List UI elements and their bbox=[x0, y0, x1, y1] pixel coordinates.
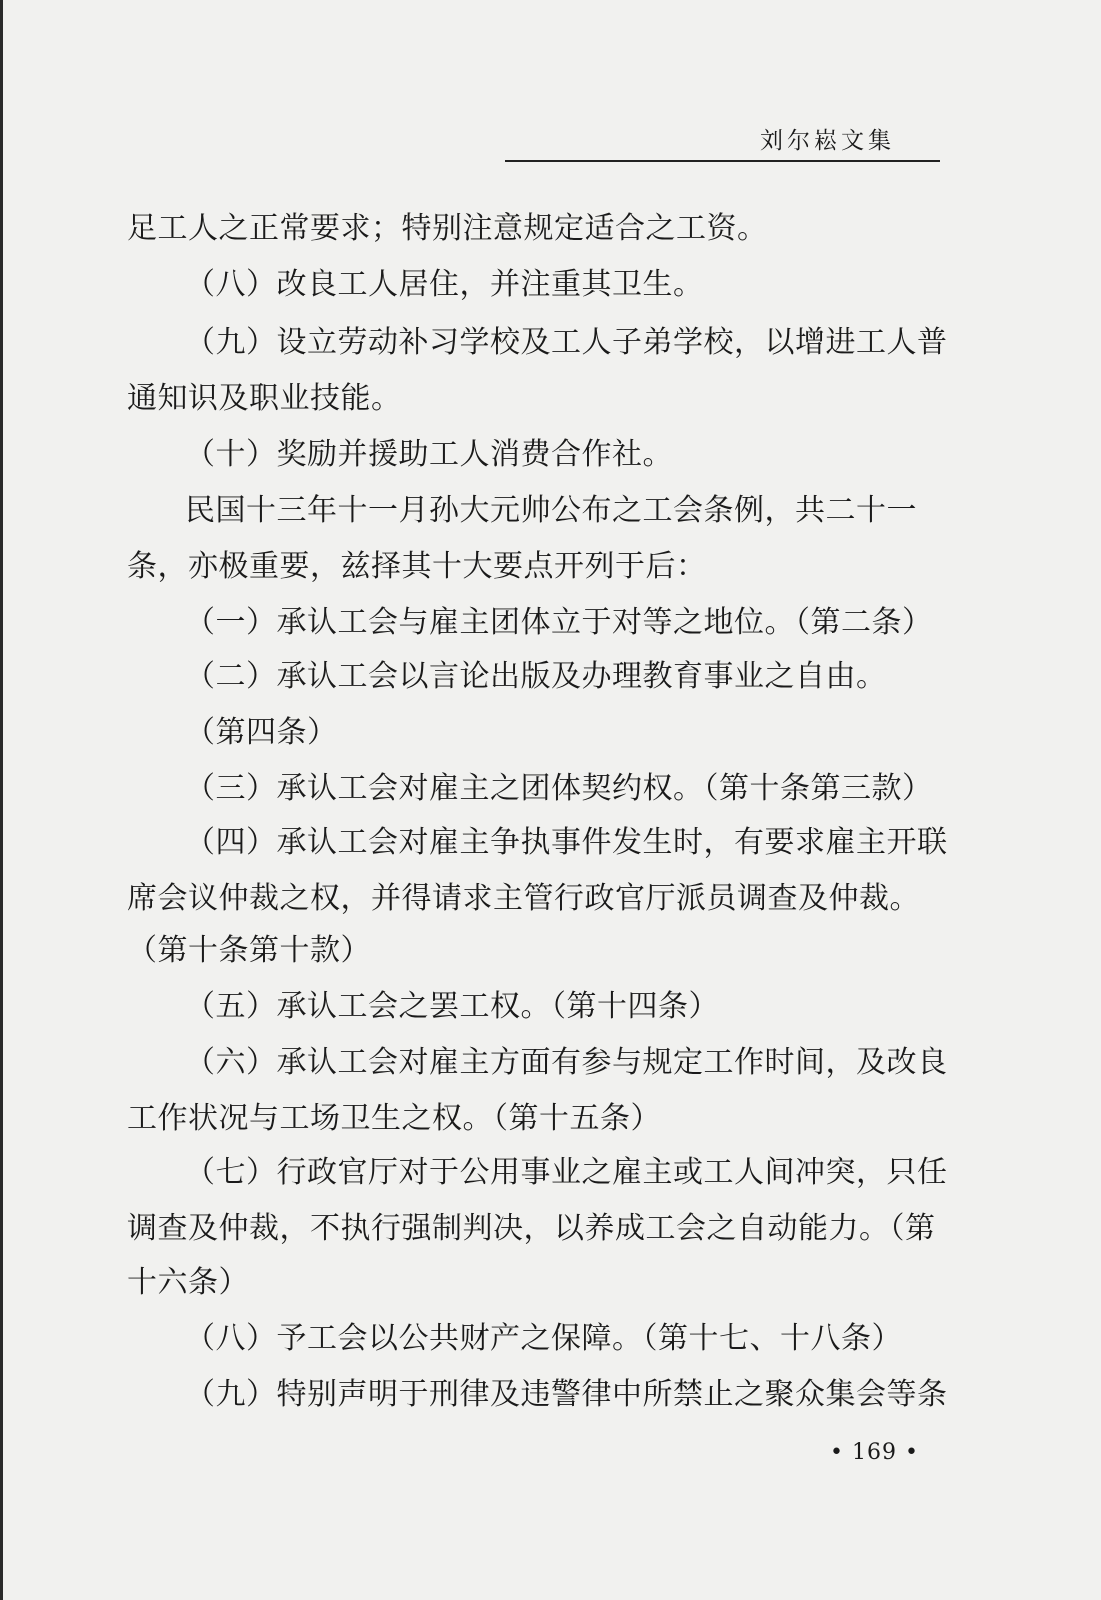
text-line: （第十条第十款） bbox=[127, 934, 371, 968]
text-line: （七）行政官厅对于公用事业之雇主或工人间冲突，只任 bbox=[185, 1156, 947, 1190]
running-head: 刘尔崧文集 bbox=[760, 128, 895, 154]
text-line: 调查及仲裁，不执行强制判决，以养成工会之自动能力。（第 bbox=[127, 1212, 936, 1246]
text-line: （第四条） bbox=[185, 716, 338, 750]
text-line: （八）改良工人居住，并注重其卫生。 bbox=[185, 268, 704, 302]
page-edge bbox=[0, 0, 3, 1600]
text-line: （十）奖励并援助工人消费合作社。 bbox=[185, 438, 673, 472]
text-line: （二）承认工会以言论出版及办理教育事业之自由。 bbox=[185, 660, 887, 694]
text-line: （四）承认工会对雇主争执事件发生时，有要求雇主开联 bbox=[185, 826, 947, 860]
text-line: 足工人之正常要求；特别注意规定适合之工资。 bbox=[127, 212, 768, 246]
text-line: 十六条） bbox=[127, 1266, 249, 1300]
text-line: 条，亦极重要，兹择其十大要点开列于后： bbox=[127, 550, 707, 584]
text-line: （一）承认工会与雇主团体立于对等之地位。（第二条） bbox=[185, 606, 933, 640]
text-line: 席会议仲裁之权，并得请求主管行政官厅派员调查及仲裁。 bbox=[127, 882, 920, 916]
header-rule bbox=[505, 160, 940, 162]
text-line: （五）承认工会之罢工权。（第十四条） bbox=[185, 990, 719, 1024]
text-line: 通知识及职业技能。 bbox=[127, 382, 402, 416]
text-line: （六）承认工会对雇主方面有参与规定工作时间，及改良 bbox=[185, 1046, 947, 1080]
text-line: 民国十三年十一月孙大元帅公布之工会条例，共二十一 bbox=[185, 494, 917, 528]
text-line: （八）予工会以公共财产之保障。（第十七、十八条） bbox=[185, 1322, 902, 1356]
text-line: （九）特别声明于刑律及违警律中所禁止之聚众集会等条 bbox=[185, 1378, 947, 1412]
text-line: （三）承认工会对雇主之团体契约权。（第十条第三款） bbox=[185, 772, 933, 806]
text-line: （九）设立劳动补习学校及工人子弟学校，以增进工人普 bbox=[185, 326, 947, 360]
page-number: • 169 • bbox=[830, 1440, 919, 1465]
text-line: 工作状况与工场卫生之权。（第十五条） bbox=[127, 1102, 661, 1136]
